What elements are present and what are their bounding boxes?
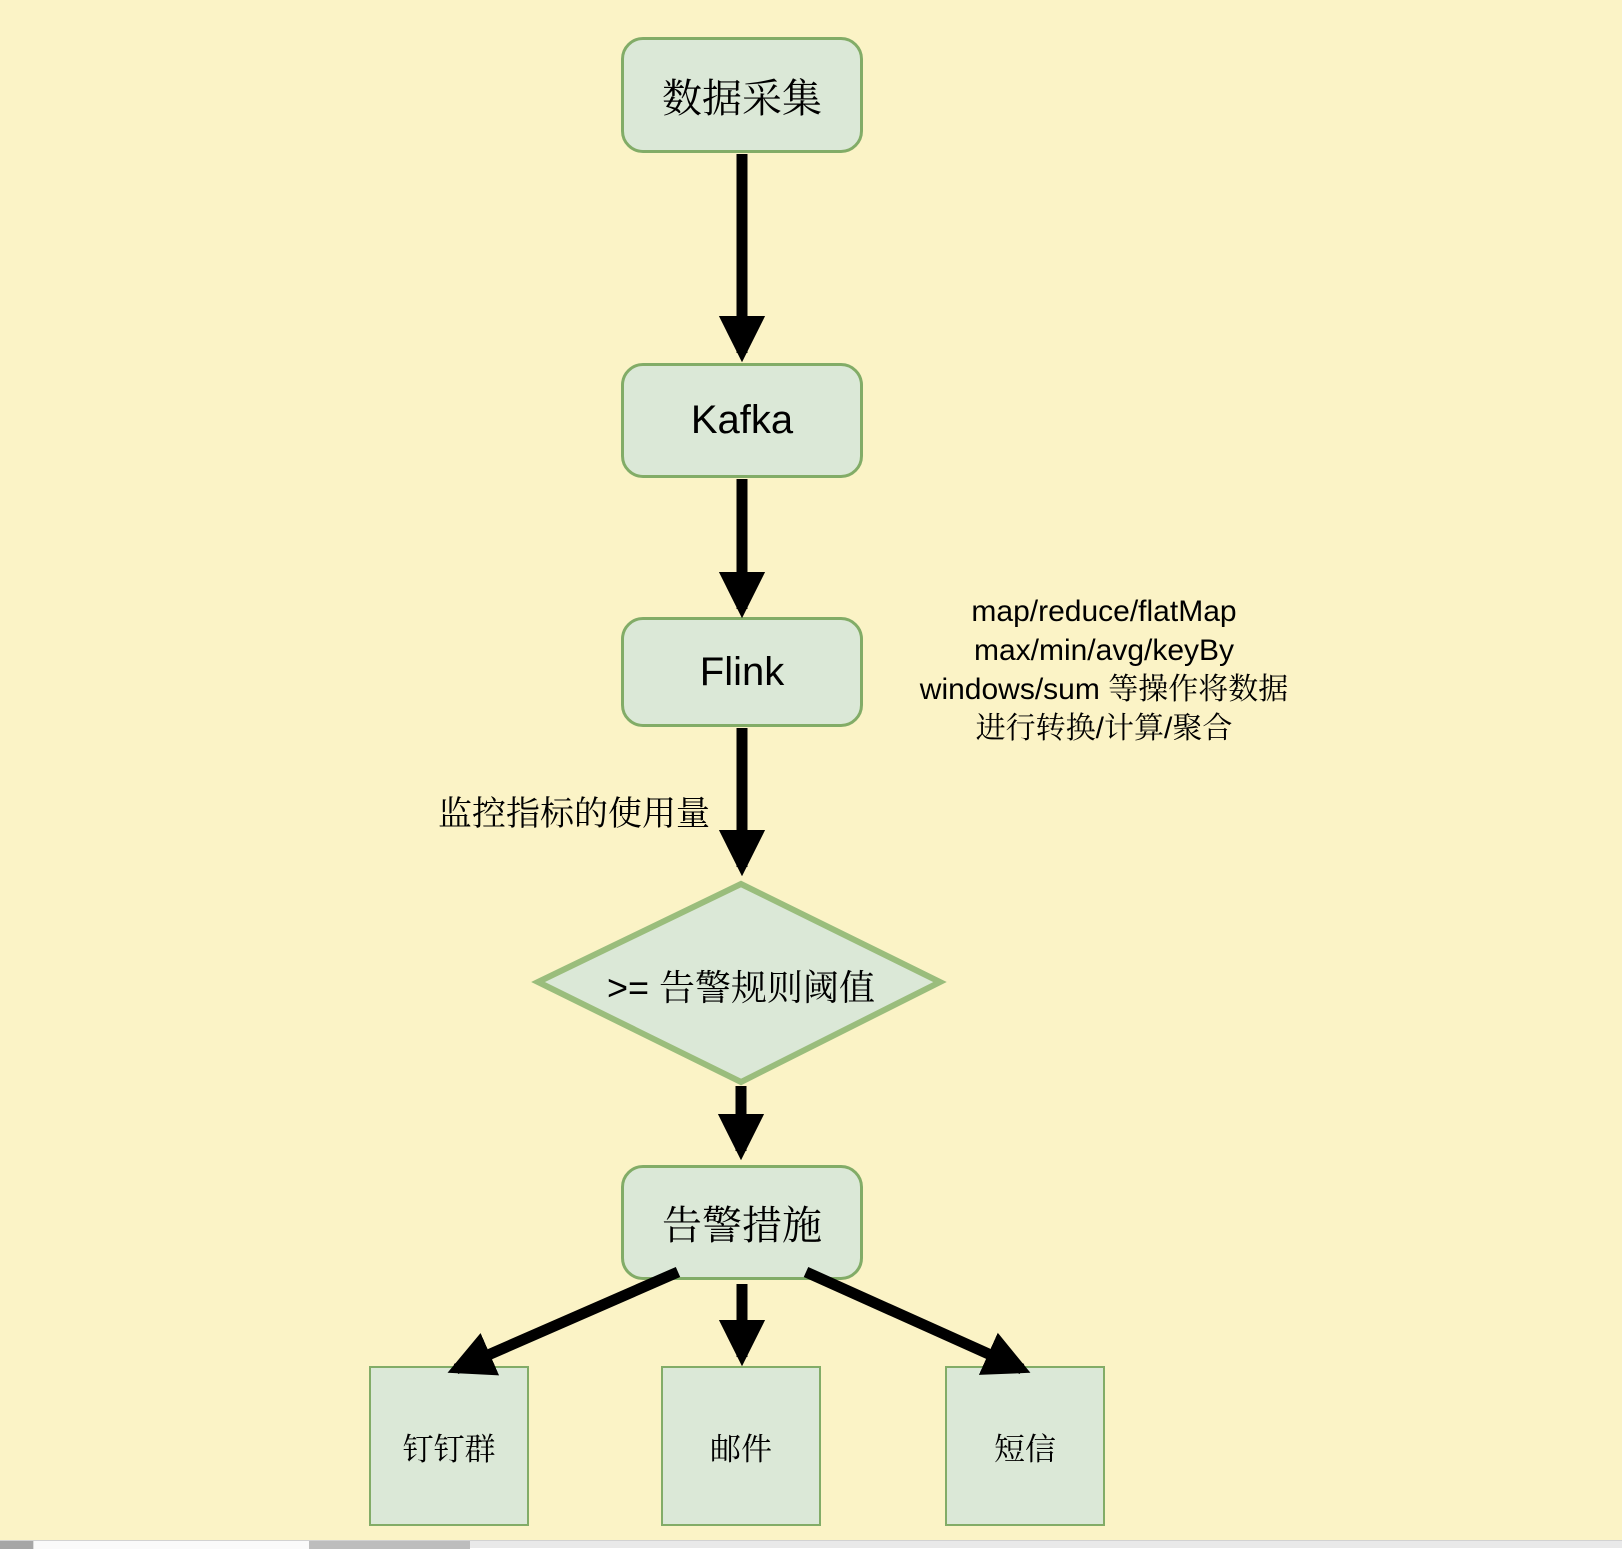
flink-operations-note	[880, 592, 1328, 748]
arrow-alert-action-to-sms	[806, 1272, 1022, 1369]
flink-note-line-2: max/min/avg/keyBy	[973, 634, 1235, 667]
flink-note-line-4: 进行转换/计算/聚合	[975, 712, 1233, 745]
node-sms[interactable]	[945, 1366, 1105, 1526]
node-data-collection-label: 数据采集	[662, 76, 822, 121]
node-email[interactable]	[661, 1366, 821, 1526]
node-email-label: 邮件	[710, 1431, 772, 1467]
node-sms-label: 短信	[994, 1431, 1056, 1467]
arrow-alert-action-to-dingtalk	[456, 1272, 678, 1369]
edge-label-flink-to-decision: 监控指标的使用量	[438, 795, 710, 833]
node-decision-label: >= 告警规则阈值	[606, 967, 876, 1008]
flink-note-line-3: windows/sum 等操作将数据	[919, 673, 1289, 706]
flink-note-line-1: map/reduce/flatMap	[971, 595, 1237, 628]
node-data-collection[interactable]	[621, 37, 863, 153]
node-alert-action-label: 告警措施	[662, 1204, 822, 1248]
node-kafka[interactable]	[621, 363, 863, 478]
horizontal-scrollbar[interactable]	[0, 1540, 1622, 1548]
node-dingtalk-group[interactable]	[369, 1366, 529, 1526]
node-flink-label: Flink	[699, 649, 785, 694]
node-alert-action[interactable]	[621, 1165, 863, 1280]
node-flink[interactable]	[621, 617, 863, 727]
node-kafka-label: Kafka	[690, 398, 794, 442]
node-dingtalk-group-label: 钉钉群	[402, 1431, 496, 1467]
